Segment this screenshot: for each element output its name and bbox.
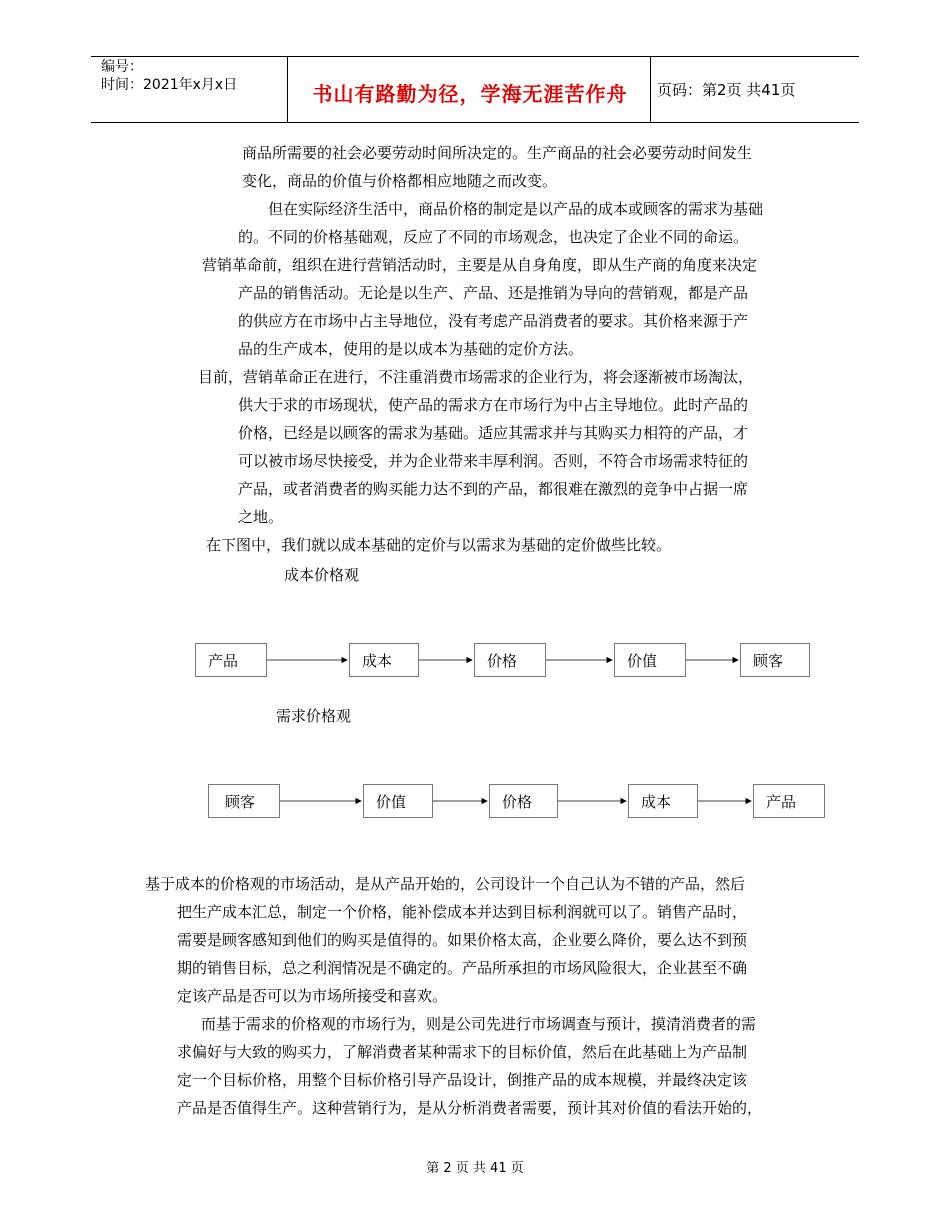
- header-page-info: 页码：第2页 共41页: [657, 81, 796, 99]
- diagram2-title: 需求价格观: [276, 707, 352, 725]
- page-footer: 第 2 页 共 41 页: [426, 1161, 524, 1176]
- paragraph-3: 营销革命前，组织在进行营销活动时，主要是从自身角度，即从生产商的角度来决定 产品的销售活动。无论是以生产、产品、还是推销为导向的营销观，都是产品 的供应方在市场中占主导地位，没有考虑产品消费者的要求。其价格来源于产 品的生产成本，使用的是以成本为基础的定价方法。: [202, 256, 758, 358]
- paragraph-2: 但在实际经济生活中，商品价格的制定是以产品的成本或顾客的需求为基础 的。不同的价格基础观，反应了不同的市场观念，也决定了企业不同的命运。: [238, 200, 764, 246]
- header-motto: 书山有路勤为径，学海无涯苦作舟: [312, 82, 628, 106]
- document-date: 时间：2021年x月x日: [101, 77, 238, 93]
- diagram2-step-3: 价格: [489, 784, 558, 818]
- paragraph-1: 商品所需要的社会必要劳动时间所决定的。生产商品的社会必要劳动时间发生 变化，商品的价值与价格都相应地随之而改变。: [242, 144, 753, 190]
- diagram2-step-1: 顾客: [208, 784, 280, 818]
- diagram1-title: 成本价格观: [284, 566, 360, 584]
- diagram2-step-5: 产品: [753, 784, 825, 818]
- diagram1-step-5: 顾客: [740, 643, 810, 677]
- diagram1-step-3: 价格: [474, 643, 546, 677]
- diagram1-step-4: 价值: [614, 643, 686, 677]
- paragraph-4: 目前，营销革命正在进行，不注重消费市场需求的企业行为，将会逐渐被市场淘汰， 供大于求的市场现状，使产品的需求方在市场行为中占主导地位。此时产品的 价格，已经是以顾客的需求为基础。适应其需求并与其购买力相符的产品，才 可以被市场尽快接受，并为企业带来丰厚利润。否则，不符合市场需求特征的 产品，或者消费者的购买能力达不到的产品，都很难在激烈的竞争中占据一席 之地。: [198, 368, 754, 526]
- paragraph-5: 在下图中，我们就以成本基础的定价与以需求为基础的定价做些比较。: [206, 536, 672, 554]
- paragraph-6: 基于成本的价格观的市场活动，是从产品开始的，公司设计一个自己认为不错的产品，然后 把生产成本汇总，制定一个价格，能补偿成本并达到目标利润就可以了。销售产品时， 需要是顾客感知到他们的购买是值得的。如果价格太高，企业要么降价，要么达不到预 期的销售目标，总之利润情况是不确定的。产品所承担的市场风险很大，企业甚至不确 定该产品是否可以为市场所接受和喜欢。: [145, 875, 748, 1005]
- diagram2-step-4: 成本: [628, 784, 698, 818]
- paragraph-7: 而基于需求的价格观的市场行为，则是公司先进行市场调查与预计，摸清消费者的需 求偏好与大致的购买力，了解消费者某种需求下的目标价值，然后在此基础上为产品制 定一个目标价格，用整个目标价格引导产品设计，倒推产品的成本规模，并最终决定该 产品是否值得生产。这种营销行为，是从分析消费者需要，预计其对价值的看法开始的，: [177, 1015, 763, 1117]
- document-number: 编号：: [101, 59, 143, 75]
- diagram1-step-2: 成本: [349, 643, 419, 677]
- diagram1-step-1: 产品: [195, 643, 267, 677]
- diagram2-step-2: 价值: [363, 784, 433, 818]
